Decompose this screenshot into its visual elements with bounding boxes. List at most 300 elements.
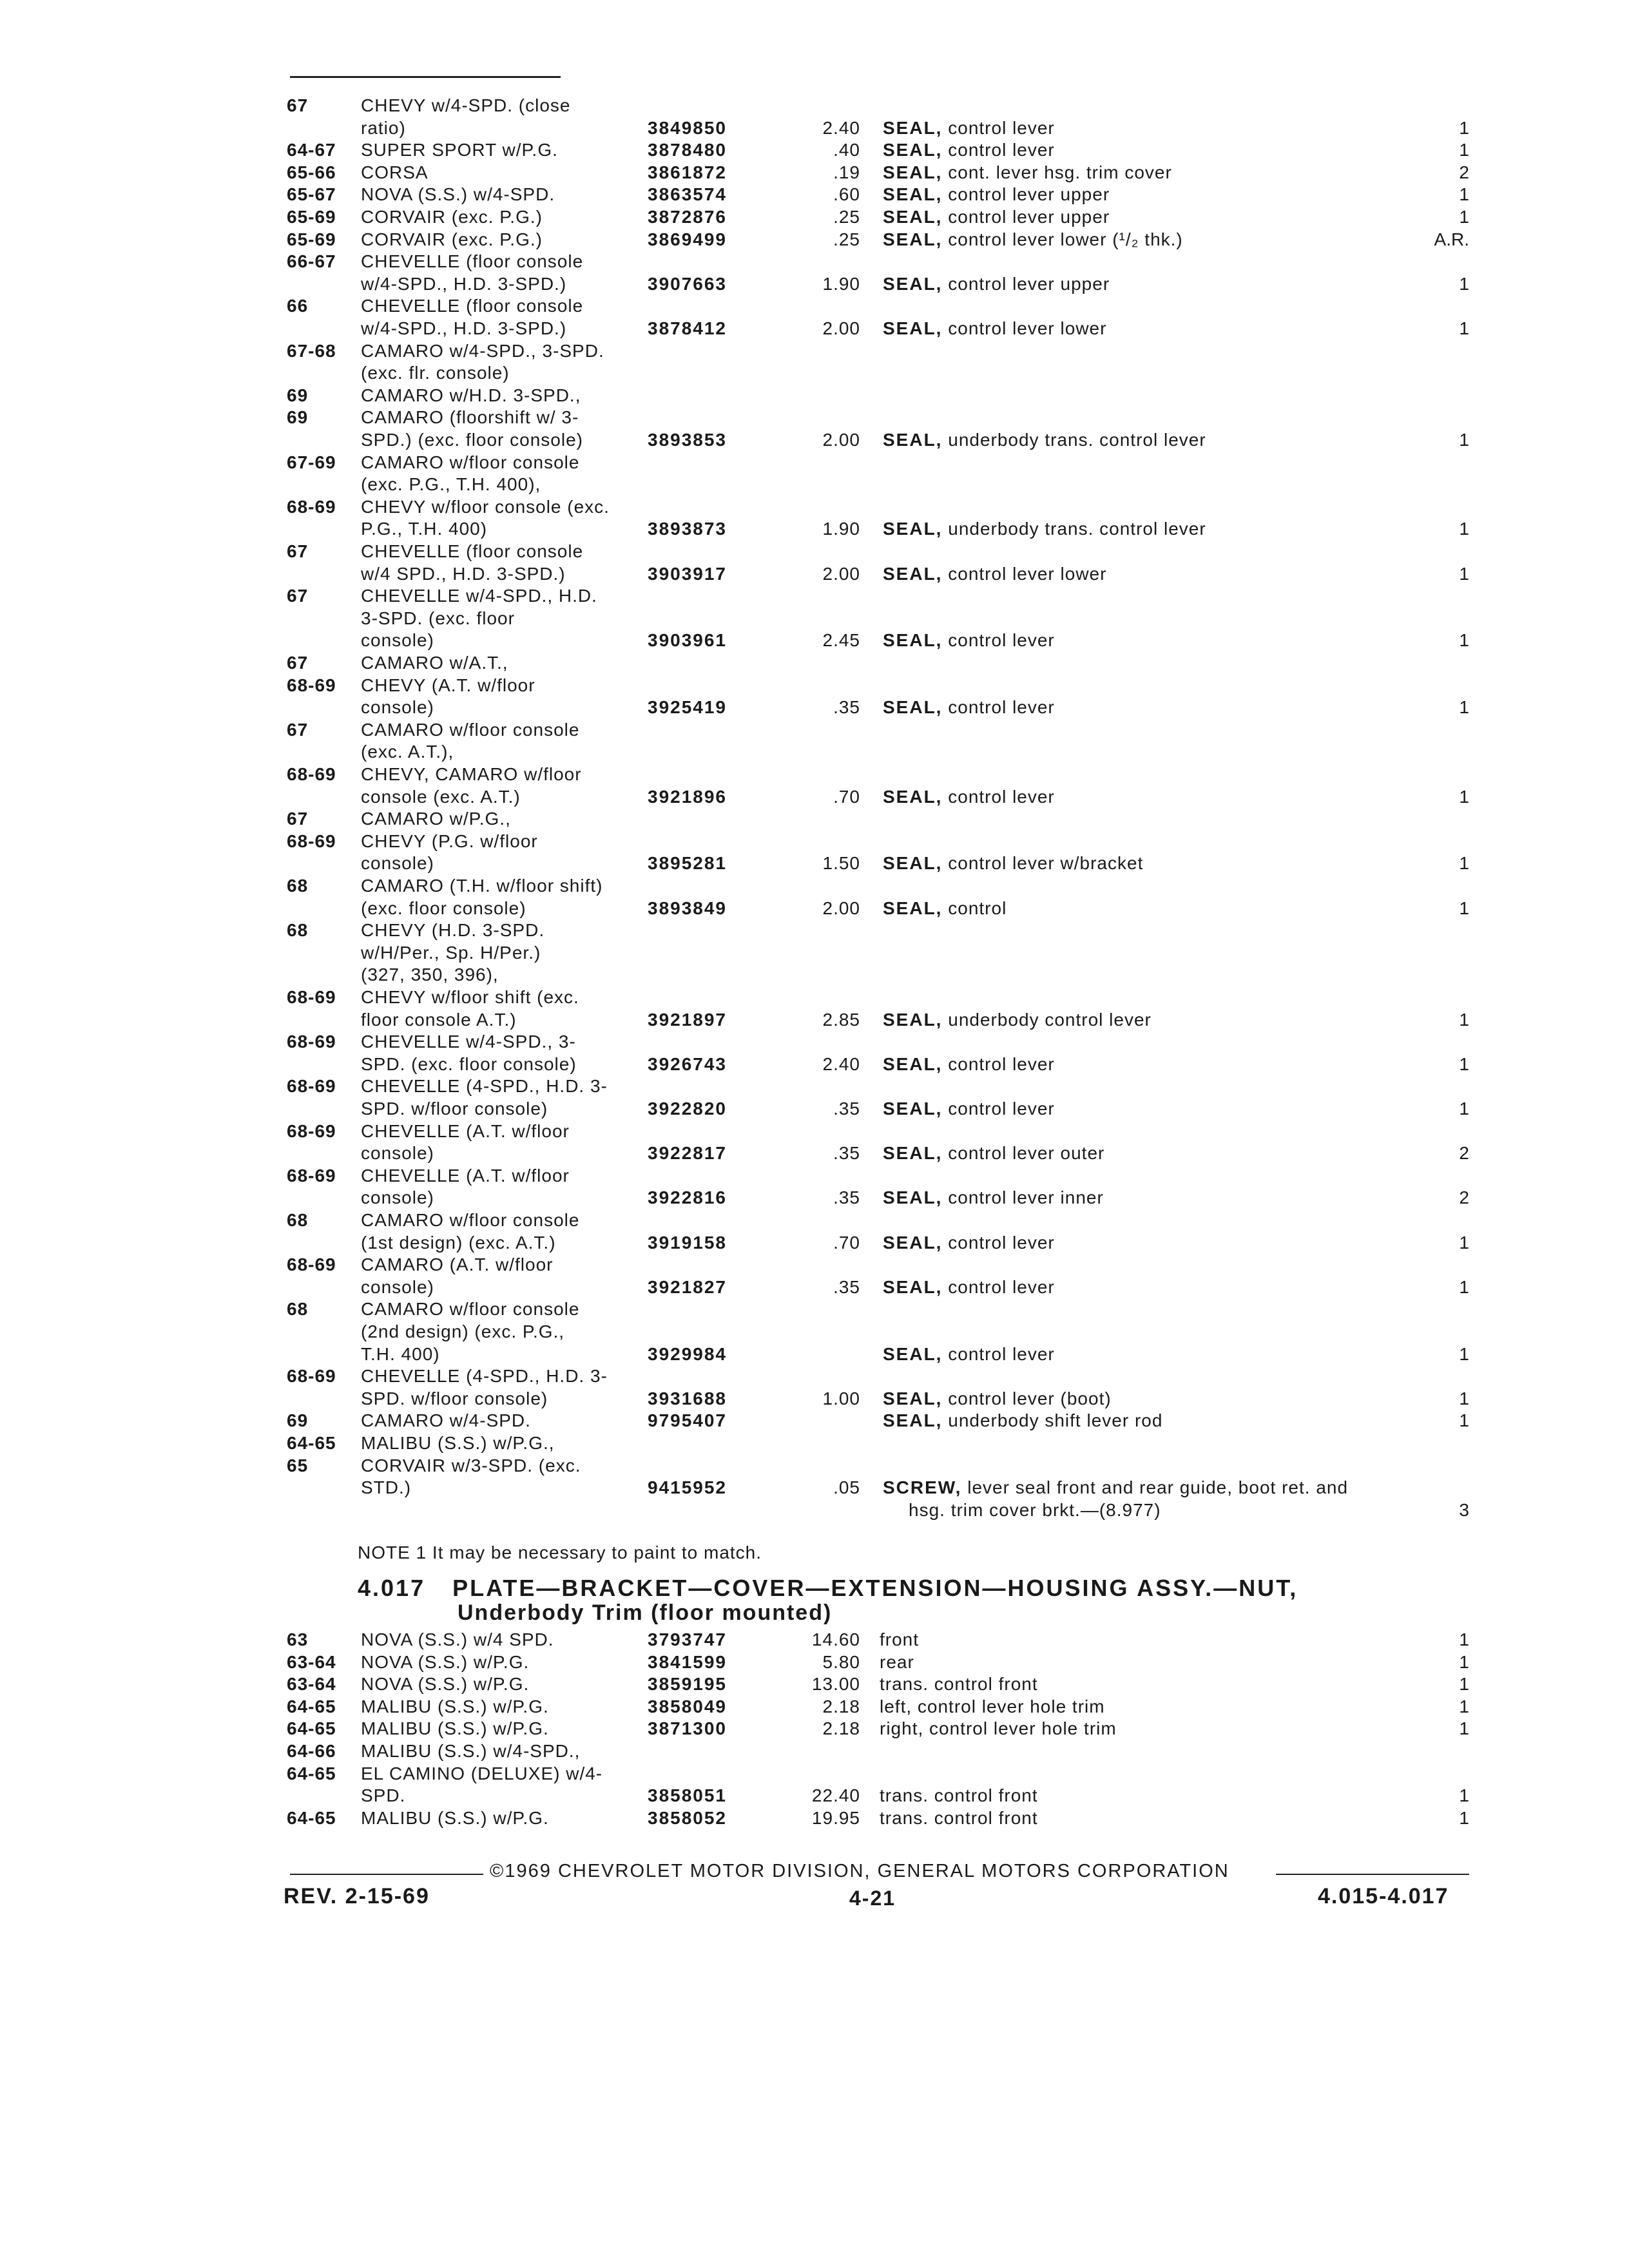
part-description xyxy=(883,273,1463,295)
section-range: 4.015-4.017 xyxy=(1318,1884,1449,1908)
model-description: (2nd design) (exc. P.G., xyxy=(361,1321,565,1341)
part-detail: control xyxy=(948,898,1007,918)
model-description: NOVA (S.S.) w/4 SPD. xyxy=(361,1629,554,1649)
part-description xyxy=(883,1098,1463,1120)
quantity: 1 xyxy=(1459,1696,1469,1716)
part-detail: control lever xyxy=(948,630,1055,650)
part-name: SEAL, xyxy=(883,318,943,338)
quantity: 1 xyxy=(1459,1389,1469,1408)
model-years: 65-69 xyxy=(287,207,336,227)
part-name: SEAL, xyxy=(883,140,943,160)
part-detail: control lever xyxy=(948,1277,1055,1297)
quantity: 1 xyxy=(1459,898,1469,918)
model-description: MALIBU (S.S.) w/P.G., xyxy=(361,1433,555,1453)
price: .60 xyxy=(833,184,860,204)
part-description xyxy=(883,1343,1463,1365)
model-years: 67 xyxy=(287,653,309,673)
price: 22.40 xyxy=(811,1785,860,1805)
table-row xyxy=(0,1321,1629,1347)
part-name: SEAL, xyxy=(883,1143,943,1163)
part-description xyxy=(883,162,1463,184)
price: 14.60 xyxy=(811,1629,860,1649)
part-description: trans. control front xyxy=(880,1808,1038,1828)
model-description: CAMARO w/floor console xyxy=(361,720,580,740)
table-row xyxy=(0,407,1629,432)
model-years: 66 xyxy=(287,296,309,316)
part-detail: control lever xyxy=(948,1054,1055,1074)
price: 1.90 xyxy=(822,274,860,294)
model-years: 65-67 xyxy=(287,184,336,204)
model-years: 69 xyxy=(287,385,309,405)
model-years: 67-69 xyxy=(287,452,336,472)
part-number: 9795407 xyxy=(648,1410,728,1430)
model-years: 68-69 xyxy=(287,1121,336,1141)
model-description: CORVAIR w/3-SPD. (exc. xyxy=(361,1456,581,1475)
part-name: SEAL, xyxy=(883,1054,943,1074)
model-years: 68-69 xyxy=(287,1076,336,1096)
part-description xyxy=(883,629,1463,651)
price: 5.80 xyxy=(822,1652,860,1672)
part-number: 3869499 xyxy=(648,229,728,249)
model-description: SPD. (exc. floor console) xyxy=(361,1054,577,1074)
model-years: 63-64 xyxy=(287,1652,336,1672)
table-row xyxy=(0,986,1629,1012)
quantity: A.R. xyxy=(1434,229,1469,249)
part-number: 3793747 xyxy=(648,1629,728,1649)
page-number: 4-21 xyxy=(849,1887,896,1910)
model-description: CHEVY w/floor shift (exc. xyxy=(361,987,579,1007)
model-years: 68-69 xyxy=(287,1366,336,1386)
model-years: 68-69 xyxy=(287,675,336,695)
model-description: CAMARO w/H.D. 3-SPD., xyxy=(361,385,581,405)
model-description: console) xyxy=(361,853,434,873)
price: 13.00 xyxy=(811,1674,860,1694)
quantity: 1 xyxy=(1459,564,1469,584)
table-row xyxy=(0,585,1629,611)
model-description: CHEVY w/floor console (exc. xyxy=(361,497,610,517)
model-description: T.H. 400) xyxy=(361,1344,440,1364)
model-description: ratio) xyxy=(361,118,406,138)
part-description xyxy=(883,318,1463,340)
part-number: 3922817 xyxy=(648,1143,728,1163)
table-row xyxy=(0,184,1629,209)
model-years: 68-69 xyxy=(287,987,336,1007)
table-row xyxy=(0,852,1629,878)
table-row xyxy=(0,1499,1629,1525)
part-number: 3922816 xyxy=(648,1187,728,1207)
model-description: SPD. w/floor console) xyxy=(361,1389,548,1408)
model-description: console) xyxy=(361,1143,434,1163)
model-years: 64-65 xyxy=(287,1718,336,1738)
quantity: 1 xyxy=(1459,1054,1469,1074)
model-years: 65 xyxy=(287,1456,309,1475)
model-years: 63 xyxy=(287,1629,309,1649)
part-number: 3926743 xyxy=(648,1054,728,1074)
model-description: CHEVELLE (floor console xyxy=(361,541,584,561)
part-detail: underbody trans. control lever xyxy=(948,430,1206,450)
quantity: 1 xyxy=(1459,697,1469,717)
model-description: MALIBU (S.S.) w/4-SPD., xyxy=(361,1741,581,1761)
model-description: MALIBU (S.S.) w/P.G. xyxy=(361,1808,549,1828)
table-row xyxy=(0,318,1629,343)
part-number: 3871300 xyxy=(648,1718,728,1738)
part-description xyxy=(883,518,1463,540)
table-row xyxy=(0,652,1629,678)
revision-date: REV. 2-15-69 xyxy=(284,1884,430,1908)
part-description xyxy=(883,1053,1463,1075)
model-description: NOVA (S.S.) w/4-SPD. xyxy=(361,184,555,204)
model-years: 64-67 xyxy=(287,140,336,160)
quantity: 1 xyxy=(1459,118,1469,138)
model-description: CHEVELLE w/4-SPD., 3- xyxy=(361,1032,576,1052)
price: .35 xyxy=(833,1187,860,1207)
price: .05 xyxy=(833,1477,860,1497)
table-row xyxy=(0,1187,1629,1213)
part-detail: control lever w/bracket xyxy=(948,853,1144,873)
model-description: CHEVELLE w/4-SPD., H.D. xyxy=(361,586,597,606)
price: .19 xyxy=(833,162,860,182)
table-row xyxy=(0,518,1629,544)
part-description xyxy=(883,563,1463,585)
model-years: 68 xyxy=(287,1210,309,1230)
part-number: 3841599 xyxy=(648,1652,728,1672)
model-years: 67-68 xyxy=(287,341,336,361)
model-description: console) xyxy=(361,630,434,650)
part-description xyxy=(883,1410,1463,1432)
part-number: 3858052 xyxy=(648,1808,728,1828)
part-description: right, control lever hole trim xyxy=(880,1718,1117,1738)
quantity: 1 xyxy=(1459,274,1469,294)
table-row xyxy=(0,1807,1629,1833)
part-name: SEAL, xyxy=(883,1010,943,1030)
part-number: 3849850 xyxy=(648,118,728,138)
model-years: 64-65 xyxy=(287,1763,336,1783)
model-description: (exc. floor console) xyxy=(361,898,526,918)
model-description: CHEVELLE (floor console xyxy=(361,296,584,316)
part-detail: hsg. trim cover brkt.—(8.977) xyxy=(909,1500,1161,1520)
part-description xyxy=(883,429,1463,451)
model-years: 68-69 xyxy=(287,764,336,784)
quantity: 1 xyxy=(1459,519,1469,539)
price: 2.85 xyxy=(822,1010,860,1030)
section-number: 4.017 xyxy=(358,1575,426,1601)
part-name: SEAL, xyxy=(883,787,943,807)
table-row xyxy=(0,1629,1629,1655)
part-detail: control lever lower xyxy=(948,318,1107,338)
model-description: (327, 350, 396), xyxy=(361,965,499,985)
model-description: SPD.) (exc. floor console) xyxy=(361,430,583,450)
quantity: 2 xyxy=(1459,1143,1469,1163)
part-description xyxy=(883,852,1463,874)
model-description: console (exc. A.T.) xyxy=(361,787,521,807)
model-years: 67 xyxy=(287,95,309,115)
price: 2.40 xyxy=(822,1054,860,1074)
model-years: 68-69 xyxy=(287,1032,336,1052)
model-description: console) xyxy=(361,1187,434,1207)
part-number: 3878480 xyxy=(648,140,728,160)
table-row xyxy=(0,1673,1629,1699)
part-name: SEAL, xyxy=(883,519,943,539)
quantity: 1 xyxy=(1459,1629,1469,1649)
table-row xyxy=(0,919,1629,945)
section-heading xyxy=(358,1575,1298,1602)
part-detail: underbody shift lever rod xyxy=(948,1410,1163,1430)
table-row xyxy=(0,1477,1629,1503)
quantity: 2 xyxy=(1459,1187,1469,1207)
part-number: 3859195 xyxy=(648,1674,728,1694)
part-number: 3925419 xyxy=(648,697,728,717)
model-description: CORVAIR (exc. P.G.) xyxy=(361,229,543,249)
model-years: 67 xyxy=(287,720,309,740)
part-number: 3929984 xyxy=(648,1344,728,1364)
model-description: CAMARO (A.T. w/floor xyxy=(361,1254,554,1274)
model-description: CHEVY (H.D. 3-SPD. xyxy=(361,920,545,940)
table-row xyxy=(0,1254,1629,1280)
model-years: 69 xyxy=(287,1410,309,1430)
model-years: 64-65 xyxy=(287,1696,336,1716)
quantity: 1 xyxy=(1459,787,1469,807)
quantity: 1 xyxy=(1459,1410,1469,1430)
part-description xyxy=(883,1477,1463,1499)
part-name: SEAL, xyxy=(883,274,943,294)
table-row xyxy=(0,1142,1629,1168)
part-detail: control lever xyxy=(948,787,1055,807)
model-description: floor console A.T.) xyxy=(361,1010,517,1030)
price: 1.00 xyxy=(822,1389,860,1408)
price: .40 xyxy=(833,140,860,160)
price: 2.18 xyxy=(822,1696,860,1716)
part-detail: lever seal front and rear guide, boot ret. and xyxy=(967,1477,1349,1497)
part-detail: cont. lever hsg. trim cover xyxy=(948,162,1172,182)
part-number: 3919158 xyxy=(648,1233,728,1253)
table-row xyxy=(0,95,1629,120)
model-description: CHEVY (P.G. w/floor xyxy=(361,831,538,851)
table-row xyxy=(0,295,1629,321)
part-description xyxy=(883,1276,1463,1298)
section-title: PLATE—BRACKET—COVER—EXTENSION—HOUSING ASSY.—NUT, xyxy=(452,1575,1298,1601)
price: 2.40 xyxy=(822,118,860,138)
part-name: SEAL, xyxy=(883,853,943,873)
part-detail: control lever xyxy=(948,140,1055,160)
model-years: 66-67 xyxy=(287,251,336,271)
part-name: SEAL, xyxy=(883,564,943,584)
part-number: 3858051 xyxy=(648,1785,728,1805)
part-description: trans. control front xyxy=(880,1674,1038,1694)
quantity: 1 xyxy=(1459,1233,1469,1253)
part-description xyxy=(883,229,1463,251)
part-number: 3903961 xyxy=(648,630,728,650)
part-name: SEAL, xyxy=(883,697,943,717)
part-description: trans. control front xyxy=(880,1785,1038,1805)
part-name: SEAL, xyxy=(883,1187,943,1207)
part-description: left, control lever hole trim xyxy=(880,1696,1105,1716)
model-description: SPD. xyxy=(361,1785,406,1805)
model-description: CAMARO w/floor console xyxy=(361,452,580,472)
price: .35 xyxy=(833,697,860,717)
part-number: 3921827 xyxy=(648,1277,728,1297)
price: 2.00 xyxy=(822,898,860,918)
model-description: MALIBU (S.S.) w/P.G. xyxy=(361,1696,549,1716)
table-row xyxy=(0,764,1629,789)
table-row xyxy=(0,1209,1629,1235)
quantity: 1 xyxy=(1459,207,1469,227)
top-rule xyxy=(290,76,561,78)
model-description: CHEVY, CAMARO w/floor xyxy=(361,764,582,784)
table-row xyxy=(0,206,1629,232)
table-row xyxy=(0,1785,1629,1811)
model-description: (exc. flr. console) xyxy=(361,363,510,383)
quantity: 1 xyxy=(1459,1099,1469,1119)
table-row xyxy=(0,875,1629,901)
part-detail: control lever upper xyxy=(948,274,1110,294)
part-name: SEAL, xyxy=(883,898,943,918)
footer-copyright-line xyxy=(290,1861,1469,1887)
part-description xyxy=(883,1009,1463,1031)
model-years: 64-65 xyxy=(287,1808,336,1828)
part-detail: control lever inner xyxy=(948,1187,1104,1207)
table-row xyxy=(0,1075,1629,1101)
model-years: 68 xyxy=(287,1299,309,1319)
model-description: CHEVY w/4-SPD. (close xyxy=(361,95,571,115)
model-description: EL CAMINO (DELUXE) w/4- xyxy=(361,1763,603,1783)
model-description: w/H/Per., Sp. H/Per.) xyxy=(361,943,541,963)
price: 1.50 xyxy=(822,853,860,873)
model-description: console) xyxy=(361,1277,434,1297)
price: 1.90 xyxy=(822,519,860,539)
model-description: (1st design) (exc. A.T.) xyxy=(361,1233,556,1253)
part-description xyxy=(883,786,1463,808)
model-description: CORSA xyxy=(361,162,429,182)
price: 2.45 xyxy=(822,630,860,650)
table-row xyxy=(0,629,1629,655)
part-description xyxy=(883,1187,1463,1209)
part-number: 3893873 xyxy=(648,519,728,539)
table-row xyxy=(0,697,1629,722)
part-detail: control lever xyxy=(948,1233,1055,1253)
model-years: 63-64 xyxy=(287,1674,336,1694)
part-description xyxy=(883,1388,1463,1410)
part-detail: control lever upper xyxy=(948,184,1110,204)
price: 2.00 xyxy=(822,564,860,584)
table-row xyxy=(0,1298,1629,1324)
model-description: CHEVELLE (A.T. w/floor xyxy=(361,1166,570,1186)
quantity: 1 xyxy=(1459,184,1469,204)
quantity: 1 xyxy=(1459,630,1469,650)
model-description: console) xyxy=(361,697,434,717)
part-description: front xyxy=(880,1629,920,1649)
model-years: 65-69 xyxy=(287,229,336,249)
part-detail: control lever (boot) xyxy=(948,1389,1112,1408)
model-years: 67 xyxy=(287,586,309,606)
model-description: CHEVELLE (floor console xyxy=(361,251,584,271)
part-detail: control lever lower (¹/₂ thk.) xyxy=(948,229,1183,249)
quantity: 1 xyxy=(1459,1785,1469,1805)
quantity: 3 xyxy=(1459,1500,1469,1520)
quantity: 1 xyxy=(1459,853,1469,873)
model-years: 67 xyxy=(287,809,309,829)
quantity: 1 xyxy=(1459,1808,1469,1828)
model-years: 68-69 xyxy=(287,1166,336,1186)
quantity: 1 xyxy=(1459,1652,1469,1672)
part-detail: control lever xyxy=(948,1344,1055,1364)
model-description: MALIBU (S.S.) w/P.G. xyxy=(361,1718,549,1738)
copyright-text: ©1969 CHEVROLET MOTOR DIVISION, GENERAL MOTORS CORPORATION xyxy=(490,1861,1229,1881)
part-description xyxy=(883,1142,1463,1164)
table-row xyxy=(0,139,1629,165)
part-number: 3931688 xyxy=(648,1389,728,1408)
part-number: 3921897 xyxy=(648,1010,728,1030)
quantity: 1 xyxy=(1459,1277,1469,1297)
part-description xyxy=(883,898,1463,919)
model-years: 64-66 xyxy=(287,1741,336,1761)
model-description: NOVA (S.S.) w/P.G. xyxy=(361,1674,530,1694)
price: .70 xyxy=(833,1233,860,1253)
table-row xyxy=(0,964,1629,990)
part-number: 3858049 xyxy=(648,1696,728,1716)
model-years: 68 xyxy=(287,920,309,940)
model-years: 68-69 xyxy=(287,831,336,851)
model-description: (exc. A.T.), xyxy=(361,742,454,762)
model-description: 3-SPD. (exc. floor xyxy=(361,608,515,628)
model-description: CAMARO w/4-SPD. xyxy=(361,1410,531,1430)
part-description xyxy=(909,1499,1489,1521)
price: 2.00 xyxy=(822,430,860,450)
quantity: 2 xyxy=(1459,162,1469,182)
table-row xyxy=(0,429,1629,455)
part-detail: underbody trans. control lever xyxy=(948,519,1206,539)
model-description: CAMARO w/floor console xyxy=(361,1210,580,1230)
part-detail: underbody control lever xyxy=(948,1010,1152,1030)
table-row xyxy=(0,474,1629,499)
part-name: SEAL, xyxy=(883,1344,943,1364)
part-number: 3922820 xyxy=(648,1099,728,1119)
model-description: w/4-SPD., H.D. 3-SPD.) xyxy=(361,274,567,294)
part-description xyxy=(883,206,1463,228)
part-number: 9415952 xyxy=(648,1477,728,1497)
part-detail: control lever xyxy=(948,118,1055,138)
model-years: 64-65 xyxy=(287,1433,336,1453)
quantity: 1 xyxy=(1459,1674,1469,1694)
table-row xyxy=(0,741,1629,767)
model-description: P.G., T.H. 400) xyxy=(361,519,488,539)
price: .35 xyxy=(833,1277,860,1297)
section-subtitle: Underbody Trim (floor mounted) xyxy=(458,1600,833,1625)
model-description: STD.) xyxy=(361,1477,412,1497)
model-description: NOVA (S.S.) w/P.G. xyxy=(361,1652,530,1672)
model-description: w/4-SPD., H.D. 3-SPD.) xyxy=(361,318,567,338)
model-description: CAMARO (floorshift w/ 3- xyxy=(361,407,579,427)
part-name: SEAL, xyxy=(883,1389,943,1408)
part-description xyxy=(883,697,1463,718)
part-description xyxy=(883,184,1463,206)
part-number: 3895281 xyxy=(648,853,728,873)
model-description: CHEVELLE (4-SPD., H.D. 3- xyxy=(361,1076,608,1096)
table-row xyxy=(0,1098,1629,1124)
model-years: 68 xyxy=(287,876,309,896)
table-row xyxy=(0,1740,1629,1766)
model-description: CAMARO (T.H. w/floor shift) xyxy=(361,876,603,896)
quantity: 1 xyxy=(1459,1718,1469,1738)
model-description: CAMARO w/A.T., xyxy=(361,653,508,673)
part-name: SEAL, xyxy=(883,1410,943,1430)
quantity: 1 xyxy=(1459,1344,1469,1364)
price: 2.18 xyxy=(822,1718,860,1738)
table-row xyxy=(0,541,1629,566)
part-detail: control lever lower xyxy=(948,564,1107,584)
footer-rule-right xyxy=(1276,1874,1469,1875)
quantity: 1 xyxy=(1459,318,1469,338)
model-description: SPD. w/floor console) xyxy=(361,1099,548,1119)
